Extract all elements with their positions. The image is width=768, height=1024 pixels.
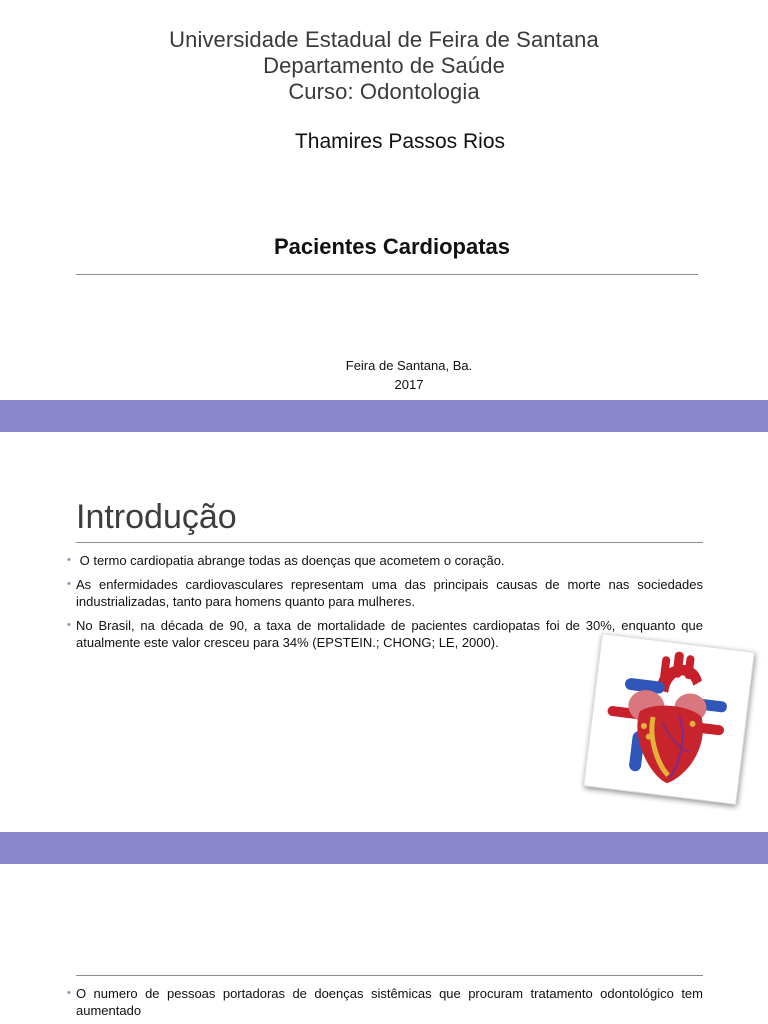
- intro-slide: [0, 432, 768, 832]
- list-item-text: O termo cardiopatia abrange todas as doenças que acometem o coração.: [76, 553, 505, 568]
- presentation-title: Pacientes Cardiopatas: [274, 234, 510, 259]
- institution-line: Universidade Estadual de Feira de Santana: [169, 27, 599, 52]
- heading-divider: [76, 542, 703, 543]
- bullet-icon: •: [67, 554, 71, 566]
- anatomical-heart-icon: [584, 634, 753, 803]
- title-slide: [0, 0, 768, 400]
- bullet-icon: •: [67, 578, 71, 590]
- list-item-text: No Brasil, na década de 90, a taxa de mortalidade de pacientes cardiopatas foi de 30%, enquanto que atualmente este valor cresceu para 34% (EPSTEIN.; CHONG; LE, 2000).: [76, 618, 703, 650]
- list-item: [67, 552, 703, 569]
- list-item-text: As enfermidades cardiovasculares representam uma das principais causas de morte nas sociedades industrializadas, tanto para homens quanto para mulheres.: [76, 577, 703, 609]
- department-line: Departamento de Saúde: [263, 53, 505, 78]
- course-line: Curso: Odontologia: [288, 79, 480, 104]
- list-item-text: O numero de pessoas portadoras de doenças sistêmicas que procuram tratamento odontológico tem aumentado: [76, 986, 703, 1018]
- slide-separator: [0, 400, 768, 432]
- author-name: Thamires Passos Rios: [294, 130, 506, 153]
- bullet-icon: •: [67, 619, 71, 631]
- heart-image-frame: [583, 633, 755, 805]
- slide-heading: Introdução: [76, 498, 237, 536]
- slide-separator: [0, 832, 768, 864]
- year: 2017: [394, 377, 424, 392]
- bullet-list: [67, 985, 703, 1024]
- list-item: [67, 576, 703, 610]
- title-divider: [76, 274, 698, 275]
- list-item: [67, 985, 703, 1019]
- heading-divider: [76, 975, 703, 976]
- bullet-icon: •: [67, 987, 71, 999]
- content-slide: [0, 864, 768, 1024]
- location: Feira de Santana, Ba.: [345, 358, 473, 373]
